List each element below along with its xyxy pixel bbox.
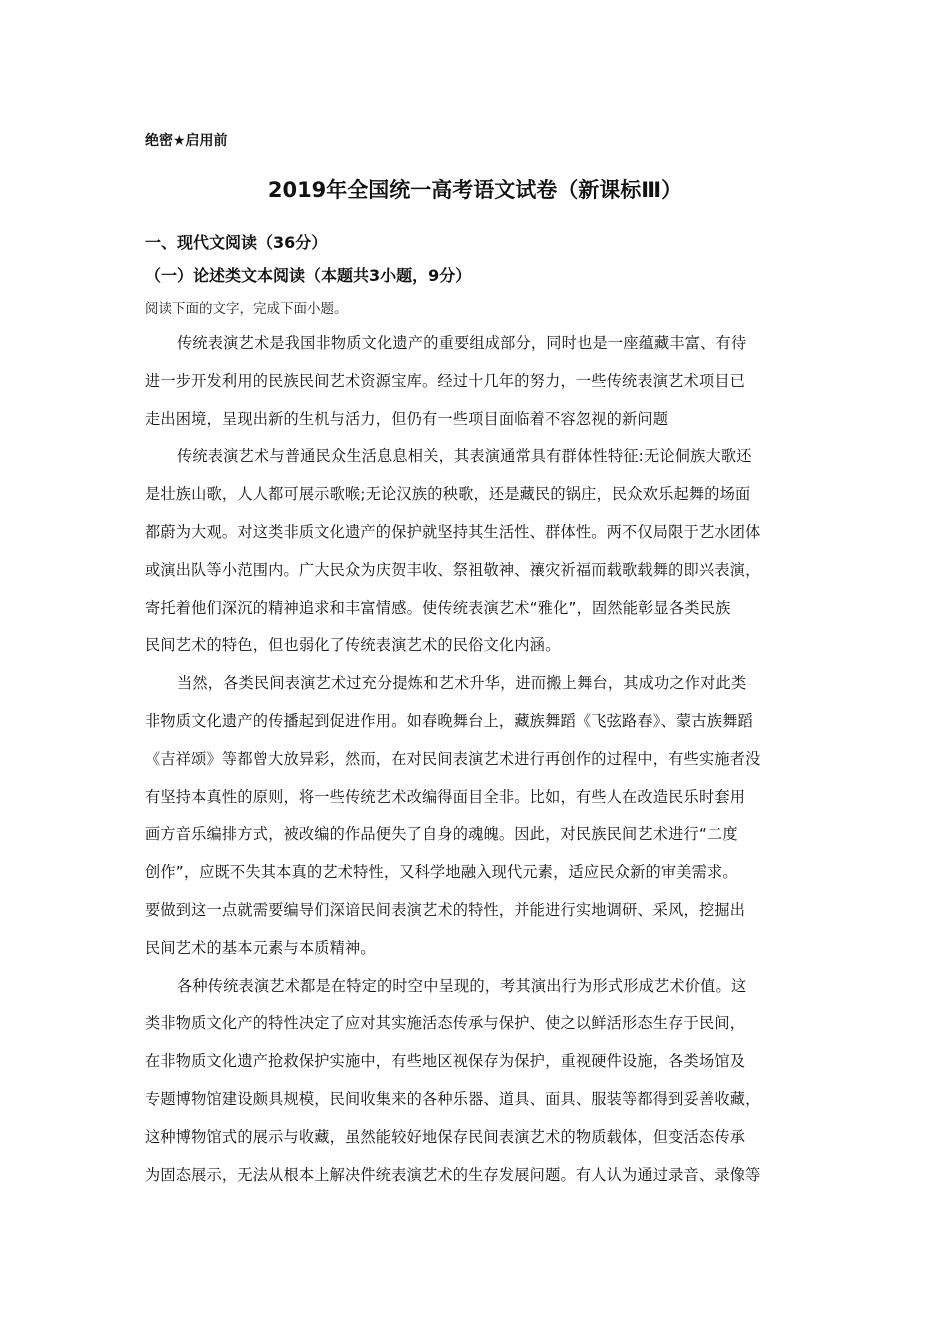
exam-title: 2019年全国统一高考语文试卷（新课标Ⅲ）: [267, 178, 683, 202]
paragraph-line: 这种博物馆式的展示与收藏，虽然能较好地保存民间表演艺术的物质载体，但变活态传承: [145, 1127, 746, 1146]
paragraph-line: 是壮族山歌，人人都可展示歌喉;无论汉族的秧歌，还是藏民的锅庄，民众欢乐起舞的场面: [145, 485, 751, 504]
reading-instruction: 阅读下面的文字，完成下面小题。: [145, 301, 348, 317]
paragraph-line: 走出困境，呈现出新的生机与活力，但仍有一些项目面临着不容忽视的新问题: [145, 409, 669, 428]
paragraph-line: 《吉祥颂》等都曾大放异彩，然而，在对民间表演艺术进行再创作的过程中，有些实施者没: [145, 749, 761, 768]
paragraph-line: 进一步开发利用的民族民间艺术资源宝库。经过十几年的努力，一些传统表演艺术项目已: [145, 371, 746, 390]
paragraph: [145, 973, 810, 1200]
paragraph-line: 有坚持本真性的原则，将一些传统艺术改编得面目全非。比如，有些人在改造民乐时套用: [145, 787, 746, 806]
subsection-heading: （一）论述类文本阅读（本题共3小题，9分）: [145, 266, 472, 285]
paragraph-line: 非物质文化遗产的传播起到促进作用。如春晚舞台上，藏族舞蹈《飞弦路春》、蒙古族舞蹈: [145, 711, 753, 730]
paragraph: [145, 443, 810, 670]
paragraph: [145, 330, 810, 443]
paragraph-line: 民间艺术的基本元素与本质精神。: [145, 938, 376, 957]
paragraph-line: 民间艺术的特色，但也弱化了传统表演艺术的民俗文化内涵。: [145, 636, 561, 655]
paragraph-line: 创作”，应既不失其本真的艺术特性，又科学地融入现代元素，适应民众新的审美需求。: [145, 863, 738, 882]
paragraph-line: 或演出队等小范围内。广大民众为庆贺丰收、祭祖敬神、禳灾祈福而载歌载舞的即兴表演，: [145, 560, 761, 579]
paragraph-line: 传统表演艺术与普通民众生活息息相关，其表演通常具有群体性特征:无论侗族大歌还: [177, 447, 752, 466]
paragraph-line: 当然，各类民间表演艺术过充分提炼和艺术升华，进而搬上舞台，其成功之作对此类: [177, 674, 747, 693]
paragraph-line: 画方音乐编排方式，被改编的作品便失了自身的魂魄。因此，对民族民间艺术进行“二度: [145, 825, 738, 844]
section-heading: 一、现代文阅读（36分）: [145, 233, 328, 252]
paragraph-line: 类非物质文化产的特性决定了应对其实施活态传承与保护、使之以鲜活形态生存于民间，: [145, 1014, 746, 1033]
paragraph-line: 传统表演艺术是我国非物质文化遗产的重要组成部分，同时也是一座蕴藏丰富、有待: [177, 334, 747, 352]
paragraph-line: 寄托着他们深沉的精神追求和丰富情感。使传统表演艺术“雅化”，固然能彰显各类民族: [145, 598, 731, 617]
paragraph-line: 专题博物馆建设颇具规模，民间收集来的各种乐器、道具、面具、服装等都得到妥善收藏，: [145, 1089, 761, 1108]
paragraph-line: 要做到这一点就需要编导们深谙民间表演艺术的特性，并能进行实地调研、采风，挖掘出: [145, 900, 746, 919]
paragraph-line: 在非物质文化遗产抢救保护实施中，有些地区视保存为保护，重视硬件设施，各类场馆及: [145, 1052, 746, 1071]
confidential-label: 绝密★启用前: [145, 133, 228, 149]
paragraph-line: 都蔚为大观。对这类非质文化遗产的保护就坚持其生活性、群体性。两不仅局限于艺水团体: [145, 522, 761, 541]
passage: [145, 330, 810, 1199]
paragraph-line: 各种传统表演艺术都是在特定的时空中呈现的，考其演出行为形式形成艺术价值。这: [177, 976, 747, 995]
paragraph: [145, 670, 810, 972]
paragraph-line: 为固态展示，无法从根本上解决件统表演艺术的生存发展问题。有人认为通过录音、录像等: [145, 1165, 761, 1184]
